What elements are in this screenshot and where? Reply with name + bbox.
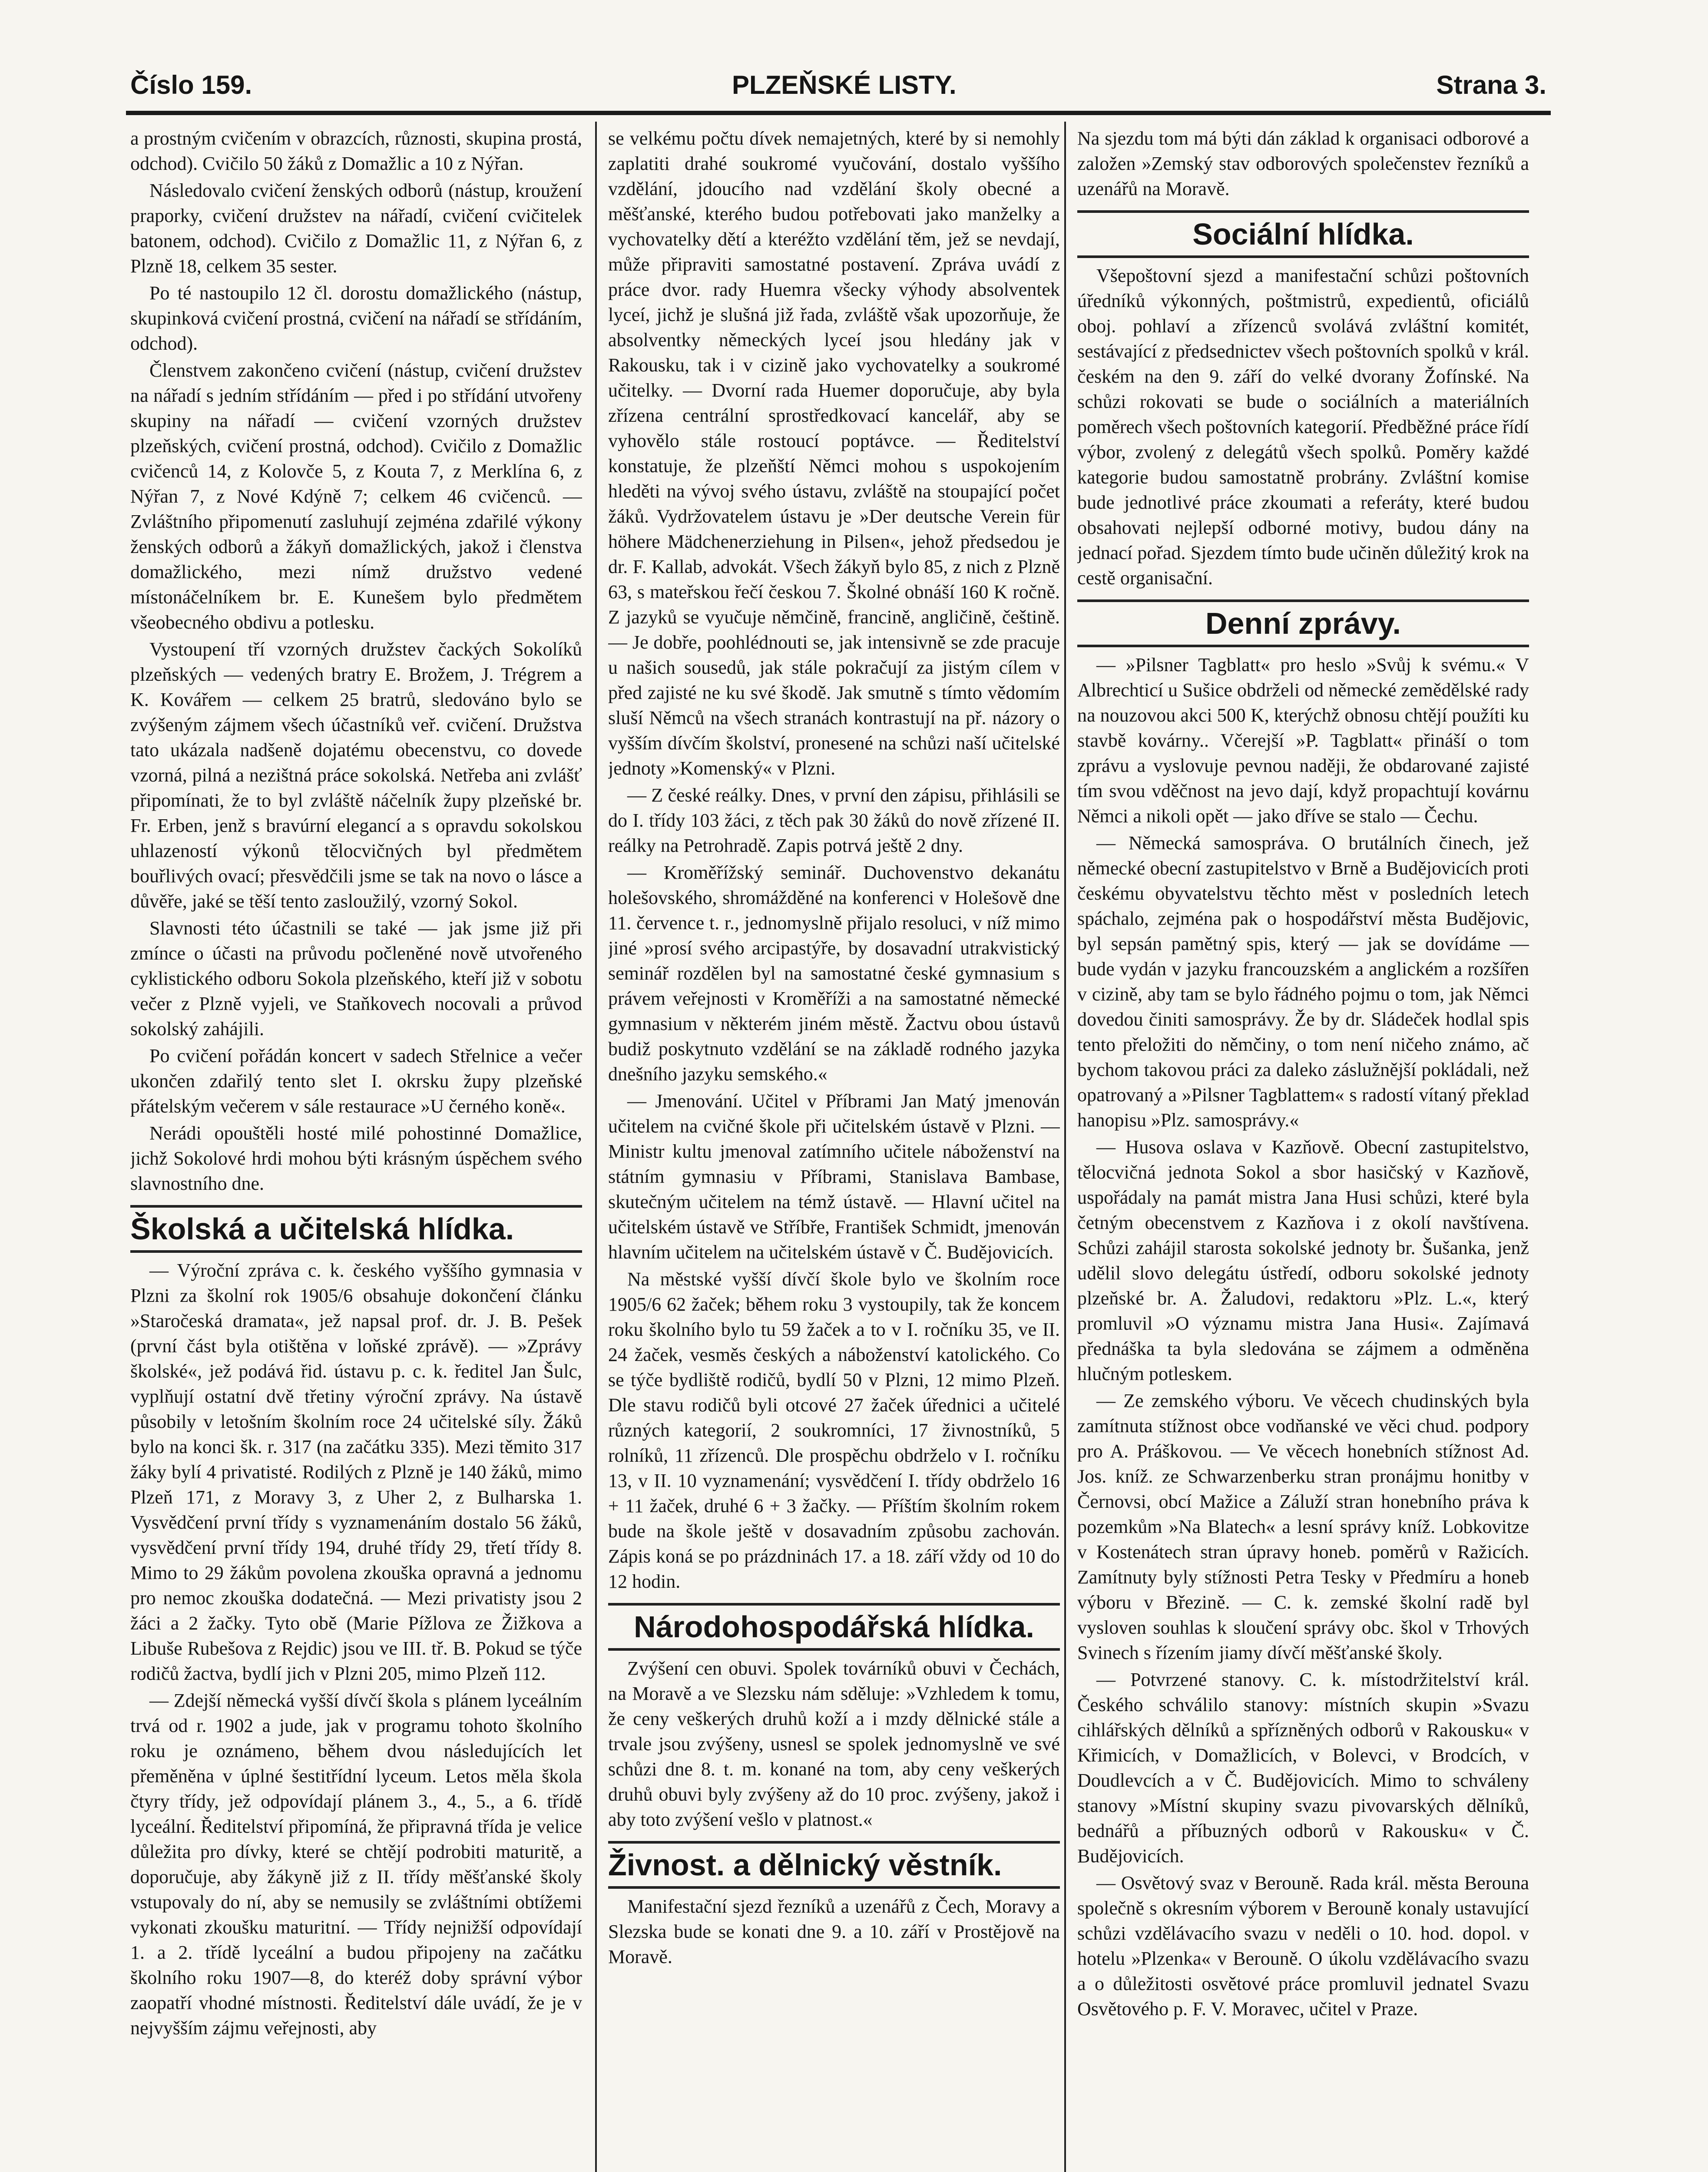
paragraph: — Husova oslava v Kazňově. Obecní zastupitelstvo, tělocvičná jednota Sokol a sbor hasičský v Kazňově, uspořádaly na památ mistra Jana Husi schůzi, které byla četným obecenstvem z Kazňova i z okolí navštívena. Schůzi zahájil starosta sokolské jednoty br. Šušanka, jenž udělil slovo delegátu ústředí, odboru sokolské jednoty plzeňské br. A. Žaludovi, redaktoru »Plz. L.«, který promluvil »O významu mistra Jana Husi«. Zajímavá přednáška ta byla sledována se zájmem a odměněna hlučným potleskem. [1077,1136,1529,1384]
paragraph: — Osvětový svaz v Berouně. Rada král. města Berouna společně s okresním výborem v Berouně konaly ustavující schůzi vzdělávacího svazu v neděli o 10. hod. dopol. v hotelu »Plzenka« v Berouně. O úkolu vzdělávacího svazu a o důležitosti osvětové práce promluvil jednatel Svazu Osvětového p. F. V. Moravec, učitel v Praze. [1077,1872,1529,2020]
page-header [130,61,1546,109]
paragraph: — Kroměřížský seminář. Duchovenstvo dekanátu holešovského, shromážděné na konferenci v Holešově dne 11. července t. r., jednomyslně přijalo resoluci, v níž mimo jiné »prosí svého arcipastýře, by dosavadní utrakvistický seminář rozdělen byl na samostatné české gymnasium s právem veřejnosti v Kroměříži a na samostatné německé gymnasium v některém jiném městě. Žactvu obou ústavů budiž poskytnuto vzdělání se na základě rodného jazyka dnešního jazyku semského.« [608,862,1060,1085]
column-1 [130,126,582,2172]
column-3 [1077,126,1529,2172]
page-number: Strana 3. [1436,70,1546,99]
paragraph: Nerádi opouštěli hosté milé pohostinné Domažlice, jichž Sokolové hrdi mohou býti krásným úspěchem svého slavnostního dne. [130,1122,582,1194]
paragraph: — Jmenování. Učitel v Příbrami Jan Matý jmenován učitelem na cvičné škole při učitelském ústavě v Plzni. — Ministr kultu jmenoval zatímního učitele náboženství na státním gymnasiu v Příbrami, Stanislava Bambase, skutečným učitelem na témž ústavě. — Hlavní učitel na učitelském ústavě ve Stříbře, František Schmidt, jmenován hlavním učitelem na učitelském ústavě v Č. Budějovicích. [608,1090,1060,1263]
paragraph: — Zdejší německá vyšší dívčí škola s plánem lyceálním trvá od r. 1902 a jude, jak v programu tohoto školního roku je oznámeno, během dvou následujících let přeměněna v úplné šestitřídní lyceum. Letos měla škola čtyry třídy, jež odpovídají plánem 3., 4., 5., a 6. třídě lyceální. Ředitelství připomíná, že připravná třída je velice důležita pro dívky, které se chtějí podrobiti maturitě, a doporučuje, aby žákyně již z II. třídy měšťanské školy vstupovaly do ní, aby se nemusily se zvláštními obtížemi vykonati zkoušku maturitní. — Třídy nejnižší odpovídají 1. a 2. třídě lyceální a budou připojeny na začátku školního roku 1907—8, do kteréž doby správní výbor zaopatří vhodné místnosti. Ředitelství dále uvádí, že je v nejvyšším zájmu veřejnosti, aby [130,1690,582,2039]
paragraph: Na městské vyšší dívčí škole bylo ve školním roce 1905/6 62 žaček; během roku 3 vystoupily, tak že koncem roku školního bylo tu 59 žaček a to v I. ročníku 35, ve II. 24 žaček, vesměs českých a náboženství katolického. Co se týče bydliště rodičů, bydlí 50 v Plzni, 12 mimo Plzeň. Dle stavu rodičů byli otcové 27 žaček úřednici a učitelé různých kategorií, 2 soukromníci, 17 živnostníků, 5 rolníků, 11 zřízenců. Dle prospěchu obdrželo v I. ročníku 13, v II. 10 vyznamenání; vysvědčení I. třídy obdrželo 16 + 11 žaček, druhé 6 + 3 žačky. — Příštím školním rokem bude na škole ještě v dosavadním způsobu zachován. Zápis koná se po prázdninách 17. a 18. září vždy od 10 do 12 hodin. [608,1268,1060,1592]
section-heading-social: Sociální hlídka. [1077,210,1529,258]
paragraph: Na sjezdu tom má býti dán základ k organisaci odborové a založen »Zemský stav odborových společenstev řezníků a uzenářů na Moravě. [1077,128,1529,199]
paragraph: Členstvem zakončeno cvičení (nástup, cvičení družstev na nářadí s jedním střídáním — před i po střídání utvořeny skupiny na nářadí — cvičení vzorných družstev plzeňských, cvičení prostná, odchod). Cvičilo z Domažlic cvičenců 14, z Kolovče 5, z Kouta 7, z Merklína 6, z Nýřan 7, z Nové Kdýně 7; celkem 46 cvičenců. — Zvláštního připomenutí zasluhují zejména zdařilé výkony ženských odborů a žákyň domažlických, jakož i členstva domažlického, mezi nímž družstvo vedené místonáčelníkem br. E. Kunešem bylo předmětem všeobecného obdivu a potlesku. [130,360,582,633]
paragraph: — Výroční zpráva c. k. českého vyššího gymnasia v Plzni za školní rok 1905/6 obsahuje dokončení článku »Staročeská dramata«, jež napsal prof. dr. J. B. Pešek (první část byla otištěna v loňské zprávě). — »Zprávy školské«, jež podává řid. ústavu p. c. k. ředitel Jan Šulc, vyplňují ostatní dvě třetiny výroční zprávy. Na ústavě působily v letošním školním roce 24 učitelské síly. Žáků bylo na konci šk. r. 317 (na začátku 335). Mezi těmito 317 žáky bylí 4 privatisté. Rodilých z Plzně je 140 žáků, mimo Plzeň 171, z Moravy 3, z Uher 2, z Bulharska 1. Vysvědčení první třídy s vyznamenáním dostalo 56 žáků, vysvědčení první třídy 194, druhé třídy 29, třetí třídy 8. Mimo to 29 žákům povolena zkouška opravná a jednomu pro nemoc zkouška dodatečná. — Mezi privatisty jsou 2 žáci a 2 žačky. Tyto obě (Marie Pížlova ze Žižkova a Libuše Rubešova z Rejdic) jsou ve III. tř. B. Pokud se týče rodičů žactva, bydlí jich v Plzni 205, mimo Plzeň 112. [130,1260,582,1684]
section-heading-trade: Živnost. a dělnický věstník. [608,1841,1060,1889]
paragraph: Po té nastoupilo 12 čl. dorostu domažlického (nástup, skupinková cvičení prostná, cvičení na nářadí se střídáním, odchod). [130,282,582,354]
header-rule [126,111,1551,115]
section-heading-school: Školská a učitelská hlídka. [130,1205,582,1253]
section-heading-economy: Národohospodářská hlídka. [608,1603,1060,1651]
newspaper-title: PLZEŇSKÉ LISTY. [732,70,957,99]
paragraph: — Z české reálky. Dnes, v první den zápisu, přihlásili se do I. třídy 103 žáci, z těch pak 30 žáků do nově zřízené II. reálky na Petrohradě. Zapis potrvá ještě 2 dny. [608,785,1060,856]
paragraph: Vystoupení tří vzorných družstev čackých Sokolíků plzeňských — vedených bratry E. Brožem, J. Trégrem a K. Kovářem — celkem 25 bratrů, sledováno bylo se zvýšeným zájmem všech účastníků veř. cvičení. Družstva tato ukázala nadšeně dojatému obecenstvu, co dovede vzorná, pilná a nezištná práce sokolská. Netřeba ani zvlášť připomínati, že to byl zvláště náčelník župy plzeňské br. Fr. Erben, jenž s bravúrní elegancí a s opravdu sokolskou uhlazeností výkonů tělocvičných byl předmětem bouřlivých ovací; přesvědčili jsme se tak na novo o lásce a důvěře, jaké se těší tento zasloužilý, vzorný Sokol. [130,639,582,912]
paragraph: se velkému počtu dívek nemajetných, které by si nemohly zaplatiti drahé soukromé vyučování, dostalo vyššího vzdělání, jdoucího nad vzdělání školy obecné a měšťanské, kterého budou potřebovati jako manželky a vychovatelky dětí a kteréžto vzdělání těm, jež se nevdají, může připraviti samostatné postavení. Zpráva uvádí z práce dvor. rady Huemra všecky výhody absolventek lyceí, jichž je slušná již řada, zvláště však upozorňuje, že absolventky německých lyceí jsou hledány jak v Rakousku, tak i v cizině jako vychovatelky a soukromé učitelky. — Dvorní rada Huemer doporučuje, aby byla zřízena centrální sprostředkovací kancelář, aby se vyhovělo stále rostoucí poptávce. — Ředitelství konstatuje, že plzeňští Němci mohou s uspokojením hleděti na vývoj svého ústavu, zvláště na stoupající počet žáků. Vydržovatelem ústavu je »Der deutsche Verein für höhere Mädchenerziehung in Pilsen«, jehož předsedou je dr. F. Kallab, advokát. Všech žákyň bylo 85, z nich z Plzně 63, s mateřskou řečí českou 7. Školné obnáší 160 K ročně. Z jazyků se vyučuje němčině, francině, angličině, češtině. — Je dobře, poohlédnouti se, jak intensivně se zde pracuje u našich sousedů, jak stále pokračují za jistým cílem v před zajisté ne ku své škodě. Jak smutně s tímto vědomím sluší Němců na všech stranách kontrastují na př. názory o vyšším dívčím školství, pronesené na schůzi naší učitelské jednoty »Komenský« v Plzni. [608,128,1060,779]
paragraph: — Německá samospráva. O brutálních činech, jež německé obecní zastupitelstvo v Brně a Budějovicích proti českému obyvatelstvu těchto měst v posledních letech spáchalo, zejména pak o hospodářství města Budějovic, byl sepsán pamětný spis, který — jak se dovídáme — bude vydán v jazyku francouzském a anglickém a rozšířen v cizině, aby tam se bylo řádného pojmu o tom, jak Němci dovedou činiti samosprávy. Že by dr. Sládeček hodlal spis tento přeložiti do němčiny, o tom není ničeho známo, ač bychom takovou práci za daleko záslužnější pokládali, než opatrovaný a »Pilsner Tagblattem« s radostí vítaný překlad hanopisu »Plz. samosprávy.« [1077,832,1529,1131]
paragraph: Následovalo cvičení ženských odborů (nástup, kroužení praporky, cvičení družstev na nářadí, cvičení cvičitelek batonem, odchod). Cvičilo z Domažlic 11, z Nýřan 6, z Plzně 18, celkem 35 sester. [130,180,582,277]
issue-number: Číslo 159. [130,70,252,99]
paragraph: Manifestační sjezd řezníků a uzenářů z Čech, Moravy a Slezska bude se konati dne 9. a 10. září v Prostějově na Moravě. [608,1896,1060,1967]
paragraph: — Ze zemského výboru. Ve věcech chudinských byla zamítnuta stížnost obce vodňanské ve věci chud. podpory pro A. Práškovou. — Ve věcech honebních stížnost Ad. Jos. kníž. ze Schwarzenberku stran pronájmu honitby v Černovsi, obcí Mažice a Záluží stran honebního práva k pozemkům »Na Blatech« a lesní správy kníž. Lobkovitze v Kostenátech stran úpravy honeb. poměrů v Ražicích. Zamítnuty byly stížnosti Petra Tesky v Předmíru a honeb výboru v Březině. — C. k. zemské školní radě byl vysloven souhlas k sloučení správy obc. škol v Trhových Svinech s řízením jiamy dívčí měšťanské školy. [1077,1390,1529,1663]
paragraph: Zvýšení cen obuvi. Spolek továrníků obuvi v Čechách, na Moravě a ve Slezsku nám sděluje: »Vzhledem k tomu, že ceny veškerých druhů koží a i mzdy dělnické stále a trvale jsou zvýšeny, usnesl se spolek jednomyslně ve své schůzi dne 8. t. m. konané na tom, aby ceny veškerých druhů obuvi byly zvýšeny až do 10 proc. zvýšeny, jakož i aby toto zvýšení vešlo v platnost.« [608,1658,1060,1830]
column-rule-2 [1064,122,1066,2172]
paragraph: a prostným cvičením v obrazcích, různosti, skupina prostá, odchod). Cvičilo 50 žáků z Domažlic a 10 z Nýřan. [130,128,582,174]
paragraph: Po cvičení pořádán koncert v sadech Střelnice a večer ukončen zdařilý tento slet I. okrsku župy plzeňské přátelským večerem v sále restaurace »U černého koně«. [130,1045,582,1117]
paragraph: — »Pilsner Tagblatt« pro heslo »Svůj k svému.« V Albrechticí u Sušice obdrželi od německé zemědělské rady na nouzovou akci 500 K, kterýchž obnosu chtějí použíti ku stavbě kovárny.. Včerejší »P. Tagblatt« přináší o tom zprávu a vyslovuje pevnou naději, že obdarované zajisté tím svou vděčnost na jevo dají, když propachtují kovárnu Němci a nikoli opět — jako dříve se stalo — Čechu. [1077,654,1529,827]
paragraph: Všepoštovní sjezd a manifestační schůzi poštovních úředníků výkonných, poštmistrů, expedientů, oficiálů oboj. pohlaví a zřízenců svolává zvláštní komitét, sestávající z předsednictev všech poštovních spolků v král. českém na den 9. září do velké dvorany Žofínské. Na schůzi rokovati se bude o sociálních a materiálních poměrech všech poštovních kategorií. Předběžné práce řídí výbor, zvolený z delegátů všech spolků. Poměry každé kategorie budou samostatně probrány. Zvláštní komise bude jednotlivé práce zkoumati a referáty, které budou obsahovati nejlepší odborné motivy, budou dány na jednací pořad. Sjezdem tímto bude učiněn důležitý krok na cestě organisační. [1077,265,1529,589]
paragraph: — Potvrzené stanovy. C. k. místodržitelství král. Českého schválilo stanovy: místních skupin »Svazu cihlářských dělníků a spřízněných odborů v Rakousku« v Křimicích, v Domažlicích, v Bolevci, v Brodcích, v Doudlevcích a v Č. Budějovicích. Mimo to schváleny stanovy »Místní skupiny svazu pivovarských dělníků, bednářů a příbuzných odborů v Rakousku« v Č. Budějovicích. [1077,1669,1529,1867]
paragraph: Slavnosti této účastnili se také — jak jsme již při zmínce o účasti na průvodu počleněné nově utvořeného cyklistického odboru Sokola plzeňského, kteří již v sobotu večer z Plzně vyjeli, ve Staňkovech nocovali a průvod sokolský zahájili. [130,917,582,1040]
section-heading-daily: Denní zprávy. [1077,599,1529,647]
column-2 [608,126,1060,2172]
column-rule-1 [595,122,597,2172]
